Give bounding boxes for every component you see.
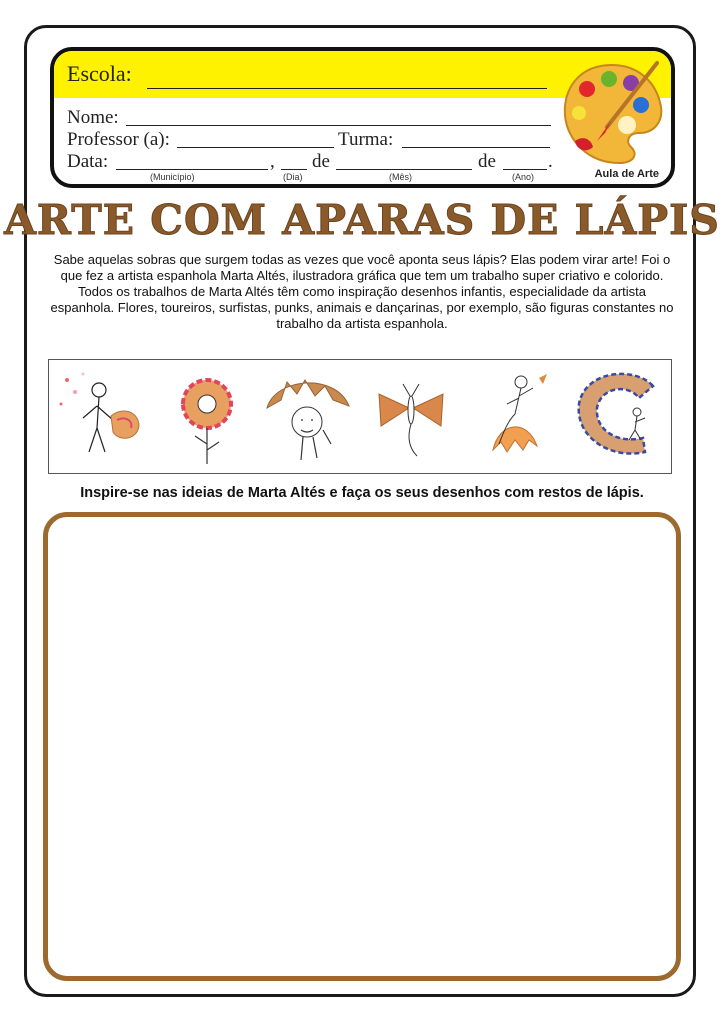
dia-field[interactable] (281, 169, 307, 170)
professor-label: Professor (a): (67, 129, 170, 150)
de-label-1: de (312, 151, 330, 172)
mes-hint: (Mês) (389, 172, 412, 182)
page-title: ARTE COM APARAS DE LÁPIS (4, 196, 720, 244)
shavings-punk-image (257, 360, 355, 473)
intro-text (46, 252, 678, 332)
logo-caption: Aula de Arte (594, 168, 659, 180)
professor-field[interactable] (177, 147, 334, 148)
artwork-gallery (48, 359, 672, 474)
intro-paragraph-2: Todos os trabalhos de Marta Altés têm como inspiração desenhos infantis, especialidade da artista espanhola. Flores, toureiros, surfistas, punks, animais e dançarinas, por exemplo, são figuras constantes no trabalho da artista espanhola. (50, 284, 674, 331)
de-label-2: de (478, 151, 496, 172)
nome-field[interactable] (126, 125, 551, 126)
turma-label: Turma: (338, 129, 394, 150)
header-box (50, 47, 675, 188)
paint-palette-icon (557, 55, 667, 183)
comma: , (270, 151, 275, 172)
ano-field[interactable] (503, 169, 547, 170)
escola-label: Escola: (67, 61, 132, 86)
turma-field[interactable] (402, 147, 550, 148)
escola-field[interactable] (147, 88, 547, 89)
mes-field[interactable] (336, 169, 472, 170)
period: . (548, 151, 553, 172)
municipio-hint: (Município) (150, 172, 195, 182)
drawing-area[interactable] (43, 512, 681, 981)
instruction-text: Inspire-se nas ideias de Marta Altés e faça os seus desenhos com restos de lápis. (80, 485, 644, 501)
shavings-boy-image (53, 360, 151, 473)
municipio-field[interactable] (116, 169, 268, 170)
nome-label: Nome: (67, 107, 119, 128)
shavings-butterfly-image (361, 360, 459, 473)
dia-hint: (Dia) (283, 172, 303, 182)
shavings-letter-c-image (565, 360, 669, 473)
intro-paragraph-1: Sabe aquelas sobras que surgem todas as vezes que você aponta seus lápis? Elas podem virar arte! Foi o que fez a artista espanhola Marta Altés, ilustradora gráfica que tem um trabalho super criativo e colorido. (53, 252, 671, 283)
data-label: Data: (67, 151, 109, 172)
shavings-dancer-image (463, 360, 561, 473)
ano-hint: (Ano) (512, 172, 535, 182)
shavings-flower-image (155, 360, 253, 473)
